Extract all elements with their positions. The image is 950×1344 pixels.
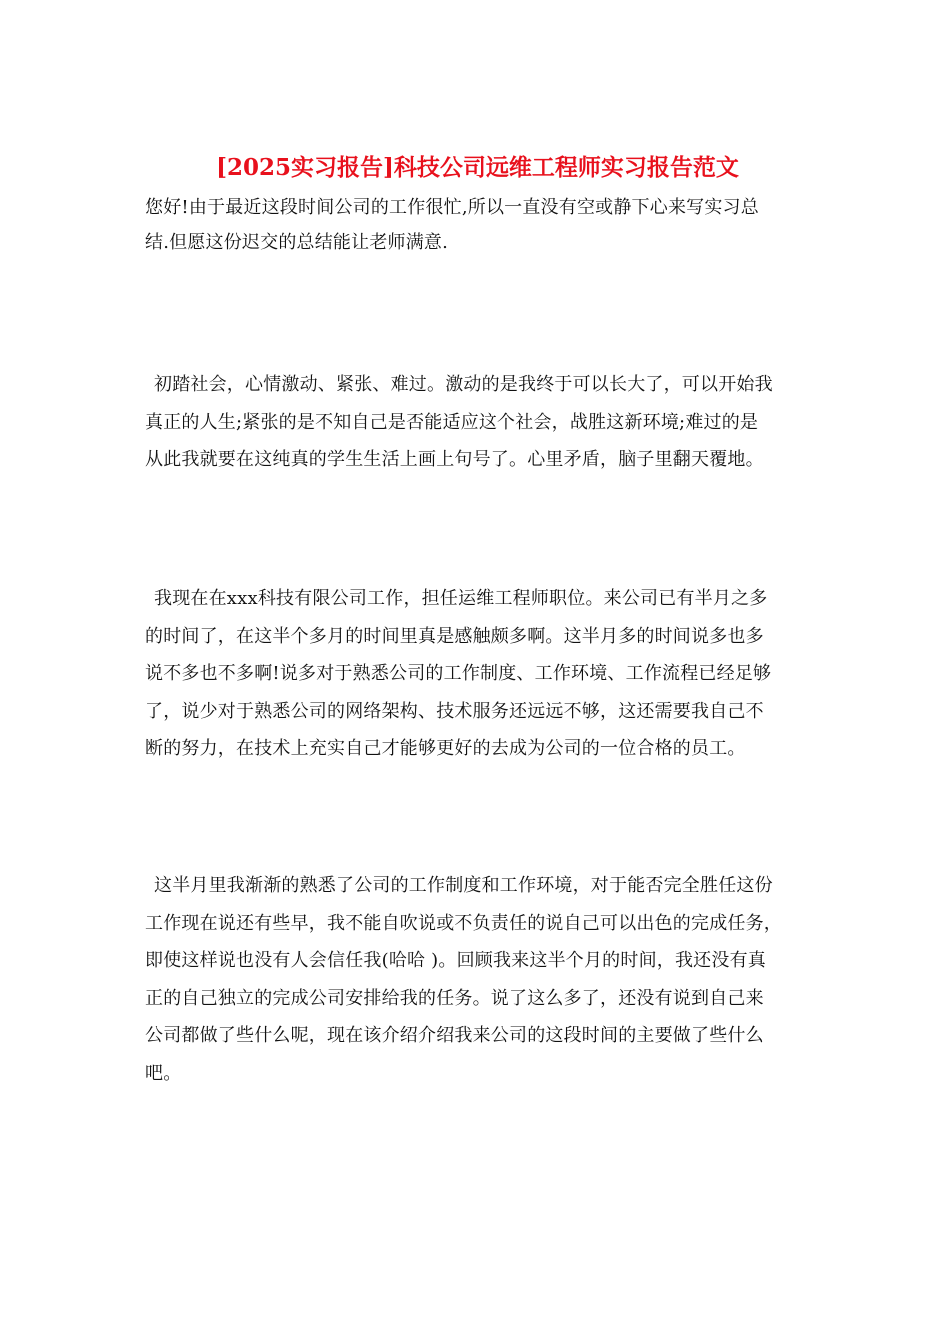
paragraph-line: 结.但愿这份迟交的总结能让老师满意. <box>145 232 449 253</box>
paragraph-line: 的时间了，在这半个多月的时间里真是感触颇多啊。这半月多的时间说多也多 <box>145 625 764 647</box>
paragraph-line: 说不多也不多啊!说多对于熟悉公司的工作制度、工作环境、工作流程已经足够 <box>145 663 772 684</box>
paragraph-line: 公司都做了些什么呢，现在该介绍介绍我来公司的这段时间的主要做了些什么 <box>145 1025 764 1046</box>
paragraph-line: 从此我就要在这纯真的学生生活上画上句号了。心里矛盾，脑子里翻天覆地。 <box>145 449 764 470</box>
paragraph-line: 我现在在xxx科技有限公司工作，担任运维工程师职位。来公司已有半月之多 <box>154 588 768 609</box>
paragraph-line: 真正的人生;紧张的是不知自己是否能适应这个社会，战胜这新环境;难过的是 <box>145 411 759 433</box>
paragraph-line: 您好!由于最近这段时间公司的工作很忙,所以一直没有空或静下心来写实习总 <box>145 197 759 218</box>
paragraph-line: 即使这样说也没有人会信任我(哈哈 )。回顾我来这半个月的时间，我还没有真 <box>145 950 766 971</box>
paragraph-line: 工作现在说还有些早，我不能自吹说或不负责任的说自己可以出色的完成任务， <box>145 912 782 934</box>
paragraph-greeting <box>145 190 810 260</box>
paragraph-entering-society <box>145 366 810 479</box>
paragraph-line: 吧。 <box>145 1062 182 1084</box>
paragraph-line: 了，说少对于熟悉公司的网络架构、技术服务还远远不够，这还需要我自己不 <box>145 700 764 722</box>
paragraph-half-month-review <box>145 867 810 1092</box>
document-title: [2025实习报告]科技公司远维工程师实习报告范文 <box>216 154 739 181</box>
paragraph-line: 断的努力，在技术上充实自己才能够更好的去成为公司的一位合格的员工。 <box>145 738 746 759</box>
paragraph-line: 初踏社会，心情激动、紧张、难过。激动的是我终于可以长大了，可以开始我 <box>154 374 773 395</box>
paragraph-current-job <box>145 580 810 768</box>
paragraph-line: 正的自己独立的完成公司安排给我的任务。说了这么多了，还没有说到自己来 <box>145 987 764 1009</box>
paragraph-line: 这半月里我渐渐的熟悉了公司的工作制度和工作环境，对于能否完全胜任这份 <box>154 875 773 896</box>
